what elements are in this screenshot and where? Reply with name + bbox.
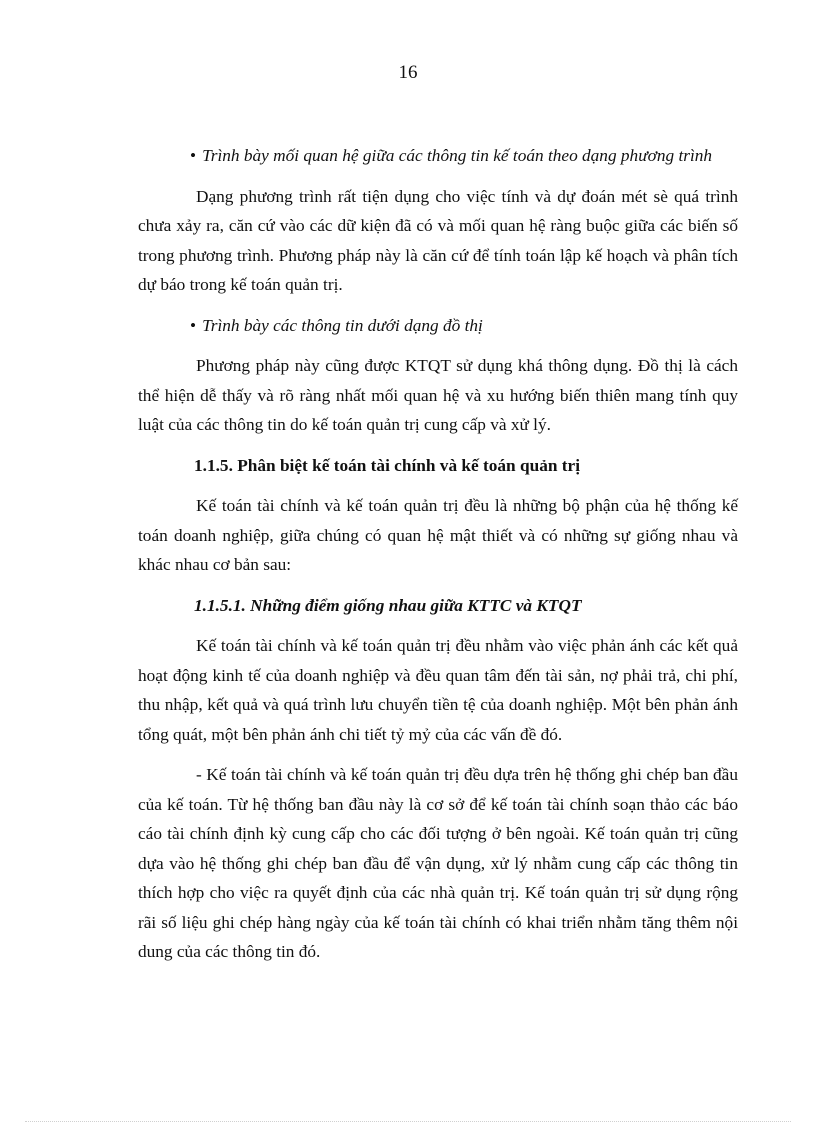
bullet-icon: • xyxy=(190,315,197,335)
footer-divider xyxy=(25,1121,791,1122)
bullet-graph-method xyxy=(138,311,738,341)
section-heading-1-1-5: 1.1.5. Phân biệt kế toán tài chính và kế toán quản trị xyxy=(194,455,581,475)
page-content xyxy=(138,141,738,978)
paragraph-distinction-intro: Kế toán tài chính và kế toán quản trị đều là những bộ phận của hệ thống kế toán doanh nghiệp, giữa chúng có quan hệ mật thiết và có những sự giống nhau và khác nhau cơ bản sau: xyxy=(138,496,738,574)
bullet-text: Trình bày mối quan hệ giữa các thông tin kế toán theo dạng phương trình xyxy=(202,146,713,165)
bullet-text: Trình bày các thông tin dưới dạng đồ thị xyxy=(202,315,483,335)
bullet-equation-method xyxy=(138,141,738,171)
paragraph-graph: Phương pháp này cũng được KTQT sử dụng khá thông dụng. Đồ thị là cách thể hiện dễ thấy và rõ ràng nhất mối quan hệ và xu hướng biến thiên mang tính quy luật của các thông tin do kế toán quản trị cung cấp và xử lý. xyxy=(138,356,738,434)
page-number: 16 xyxy=(398,62,418,83)
bullet-icon: • xyxy=(190,146,197,165)
paragraph-equation: Dạng phương trình rất tiện dụng cho việc tính và dự đoán mét sè quá trình chưa xảy ra, căn cứ vào các dữ kiện đã có và mối quan hệ ràng buộc giữa các biến số trong phương trình. Phương pháp này là căn cứ để tính toán lập kế hoạch và phân tích dự báo trong kế toán quản trị. xyxy=(138,186,738,294)
subsection-heading-1-1-5-1: 1.1.5.1. Những điểm giống nhau giữa KTTC và KTQT xyxy=(194,595,582,615)
paragraph-similarities: Kế toán tài chính và kế toán quản trị đều nhằm vào việc phản ánh các kết quả hoạt động kinh tế của doanh nghiệp và đều quan tâm đến tài sản, nợ phải trả, chi phí, thu nhập, kết quả và quá trình lưu chuyển tiền tệ của doanh nghiệp. Một bên phản ánh tổng quát, một bên phản ánh chi tiết tỷ mỷ của các vấn đề đó. xyxy=(138,636,738,744)
paragraph-recording-system: - Kế toán tài chính và kế toán quản trị đều dựa trên hệ thống ghi chép ban đầu của kế toán. Từ hệ thống ban đầu này là cơ sở để kế toán tài chính soạn thảo các báo cáo tài chính định kỳ cung cấp cho các đối tượng ở bên ngoài. Kế toán quản trị cũng dựa vào hệ thống ghi chép ban đầu để vận dụng, xử lý nhằm cung cấp các thông tin thích hợp cho việc ra quyết định của các nhà quản trị. Kế toán quản trị sử dụng rộng rãi số liệu ghi chép hàng ngày của kế toán tài chính có khai triển nhằm tăng thêm nội dung của các thông tin đó. xyxy=(138,765,738,961)
